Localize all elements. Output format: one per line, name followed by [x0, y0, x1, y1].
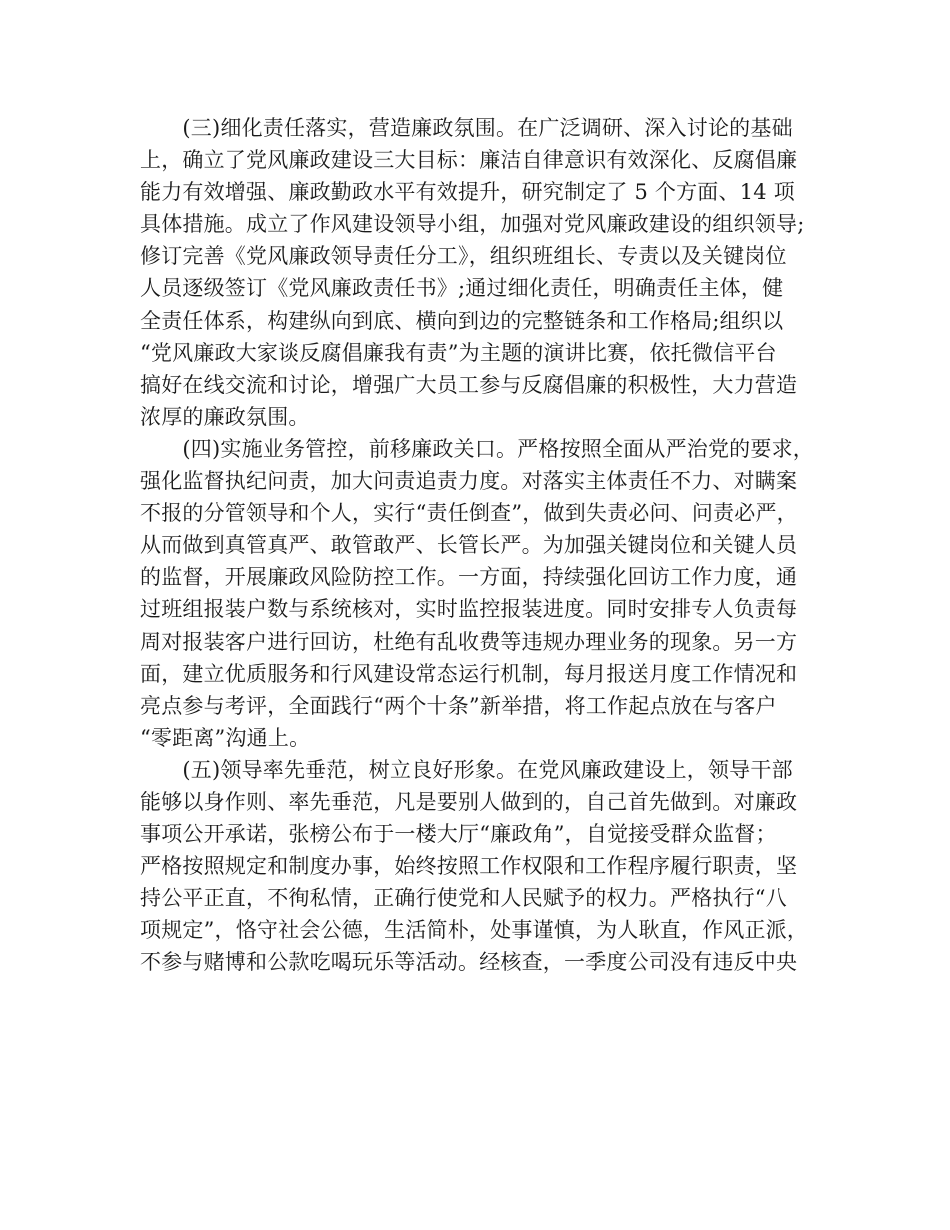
text-line: 亮点参与考评，全面践行“两个十条”新举措，将工作起点放在与客户 — [140, 693, 777, 718]
text-line: 严格按照规定和制度办事，始终按照工作权限和工作程序履行职责，坚 — [140, 854, 798, 879]
text-line: 上，确立了党风廉政建设三大目标：廉洁自律意识有效深化、反腐倡廉 — [140, 148, 798, 173]
text-line: 面，建立优质服务和行风建设常态运行机制，每月报送月度工作情况和 — [140, 661, 798, 686]
text-line: 周对报装客户进行回访，杜绝有乱收费等违规办理业务的现象。另一方 — [140, 629, 798, 654]
text-line: 持公平正直，不徇私情，正确行使党和人民赋予的权力。严格执行“八 — [140, 886, 787, 911]
text-line: “零距离”沟通上。 — [140, 725, 311, 750]
text-line: 项规定”，恪守社会公德，生活简朴，处事谨慎，为人耿直，作风正派， — [140, 918, 809, 943]
text-line: (五)领导率先垂范，树立良好形象。在党风廉政建设上，领导干部 — [140, 757, 793, 782]
text-line: 不参与赌博和公款吃喝玩乐等活动。经核查，一季度公司没有违反中央 — [140, 950, 798, 975]
text-line: 强化监督执纪问责，加大问责追责力度。对落实主体责任不力、对瞒案 — [140, 469, 798, 494]
text-line: 搞好在线交流和讨论，增强广大员工参与反腐倡廉的积极性，大力营造 — [140, 372, 798, 397]
text-line: 人员逐级签订《党风廉政责任书》;通过细化责任，明确责任主体，健 — [140, 276, 784, 301]
text-line: 过班组报装户数与系统核对，实时监控报装进度。同时安排专人负责每 — [140, 597, 798, 622]
text-line: 能力有效增强、廉政勤政水平有效提升，研究制定了 5 个方面、14 项 — [140, 180, 795, 205]
text-line: 能够以身作则、率先垂范，凡是要别人做到的，自己首先做到。对廉政 — [140, 789, 798, 814]
text-line: (四)实施业务管控，前移廉政关口。严格按照全面从严治党的要求， — [140, 436, 814, 461]
text-line: 修订完善《党风廉政领导责任分工》，组织班组长、专责以及关键岗位 — [140, 244, 787, 269]
text-line: 从而做到真管真严、敢管敢严、长管长严。为加强关键岗位和关键人员 — [140, 533, 798, 558]
text-line: 的监督，开展廉政风险防控工作。一方面，持续强化回访工作力度，通 — [140, 565, 798, 590]
document-body — [140, 112, 830, 979]
text-line: 全责任体系，构建纵向到底、横向到边的完整链条和工作格局;组织以 — [140, 308, 784, 333]
text-line: 浓厚的廉政氛围。 — [140, 404, 310, 429]
text-line: “党风廉政大家谈反腐倡廉我有责”为主题的演讲比赛，依托微信平台 — [140, 340, 777, 365]
text-line: 具体措施。成立了作风建设领导小组，加强对党风廉政建设的组织领导; — [140, 212, 805, 237]
text-line: 事项公开承诺，张榜公布于一楼大厅“廉政角”，自觉接受群众监督； — [140, 822, 777, 847]
text-line: (三)细化责任落实，营造廉政氛围。在广泛调研、深入讨论的基础 — [140, 116, 793, 140]
text-line: 不报的分管领导和个人，实行“责任倒查”，做到失责必问、问责必严， — [140, 501, 798, 526]
